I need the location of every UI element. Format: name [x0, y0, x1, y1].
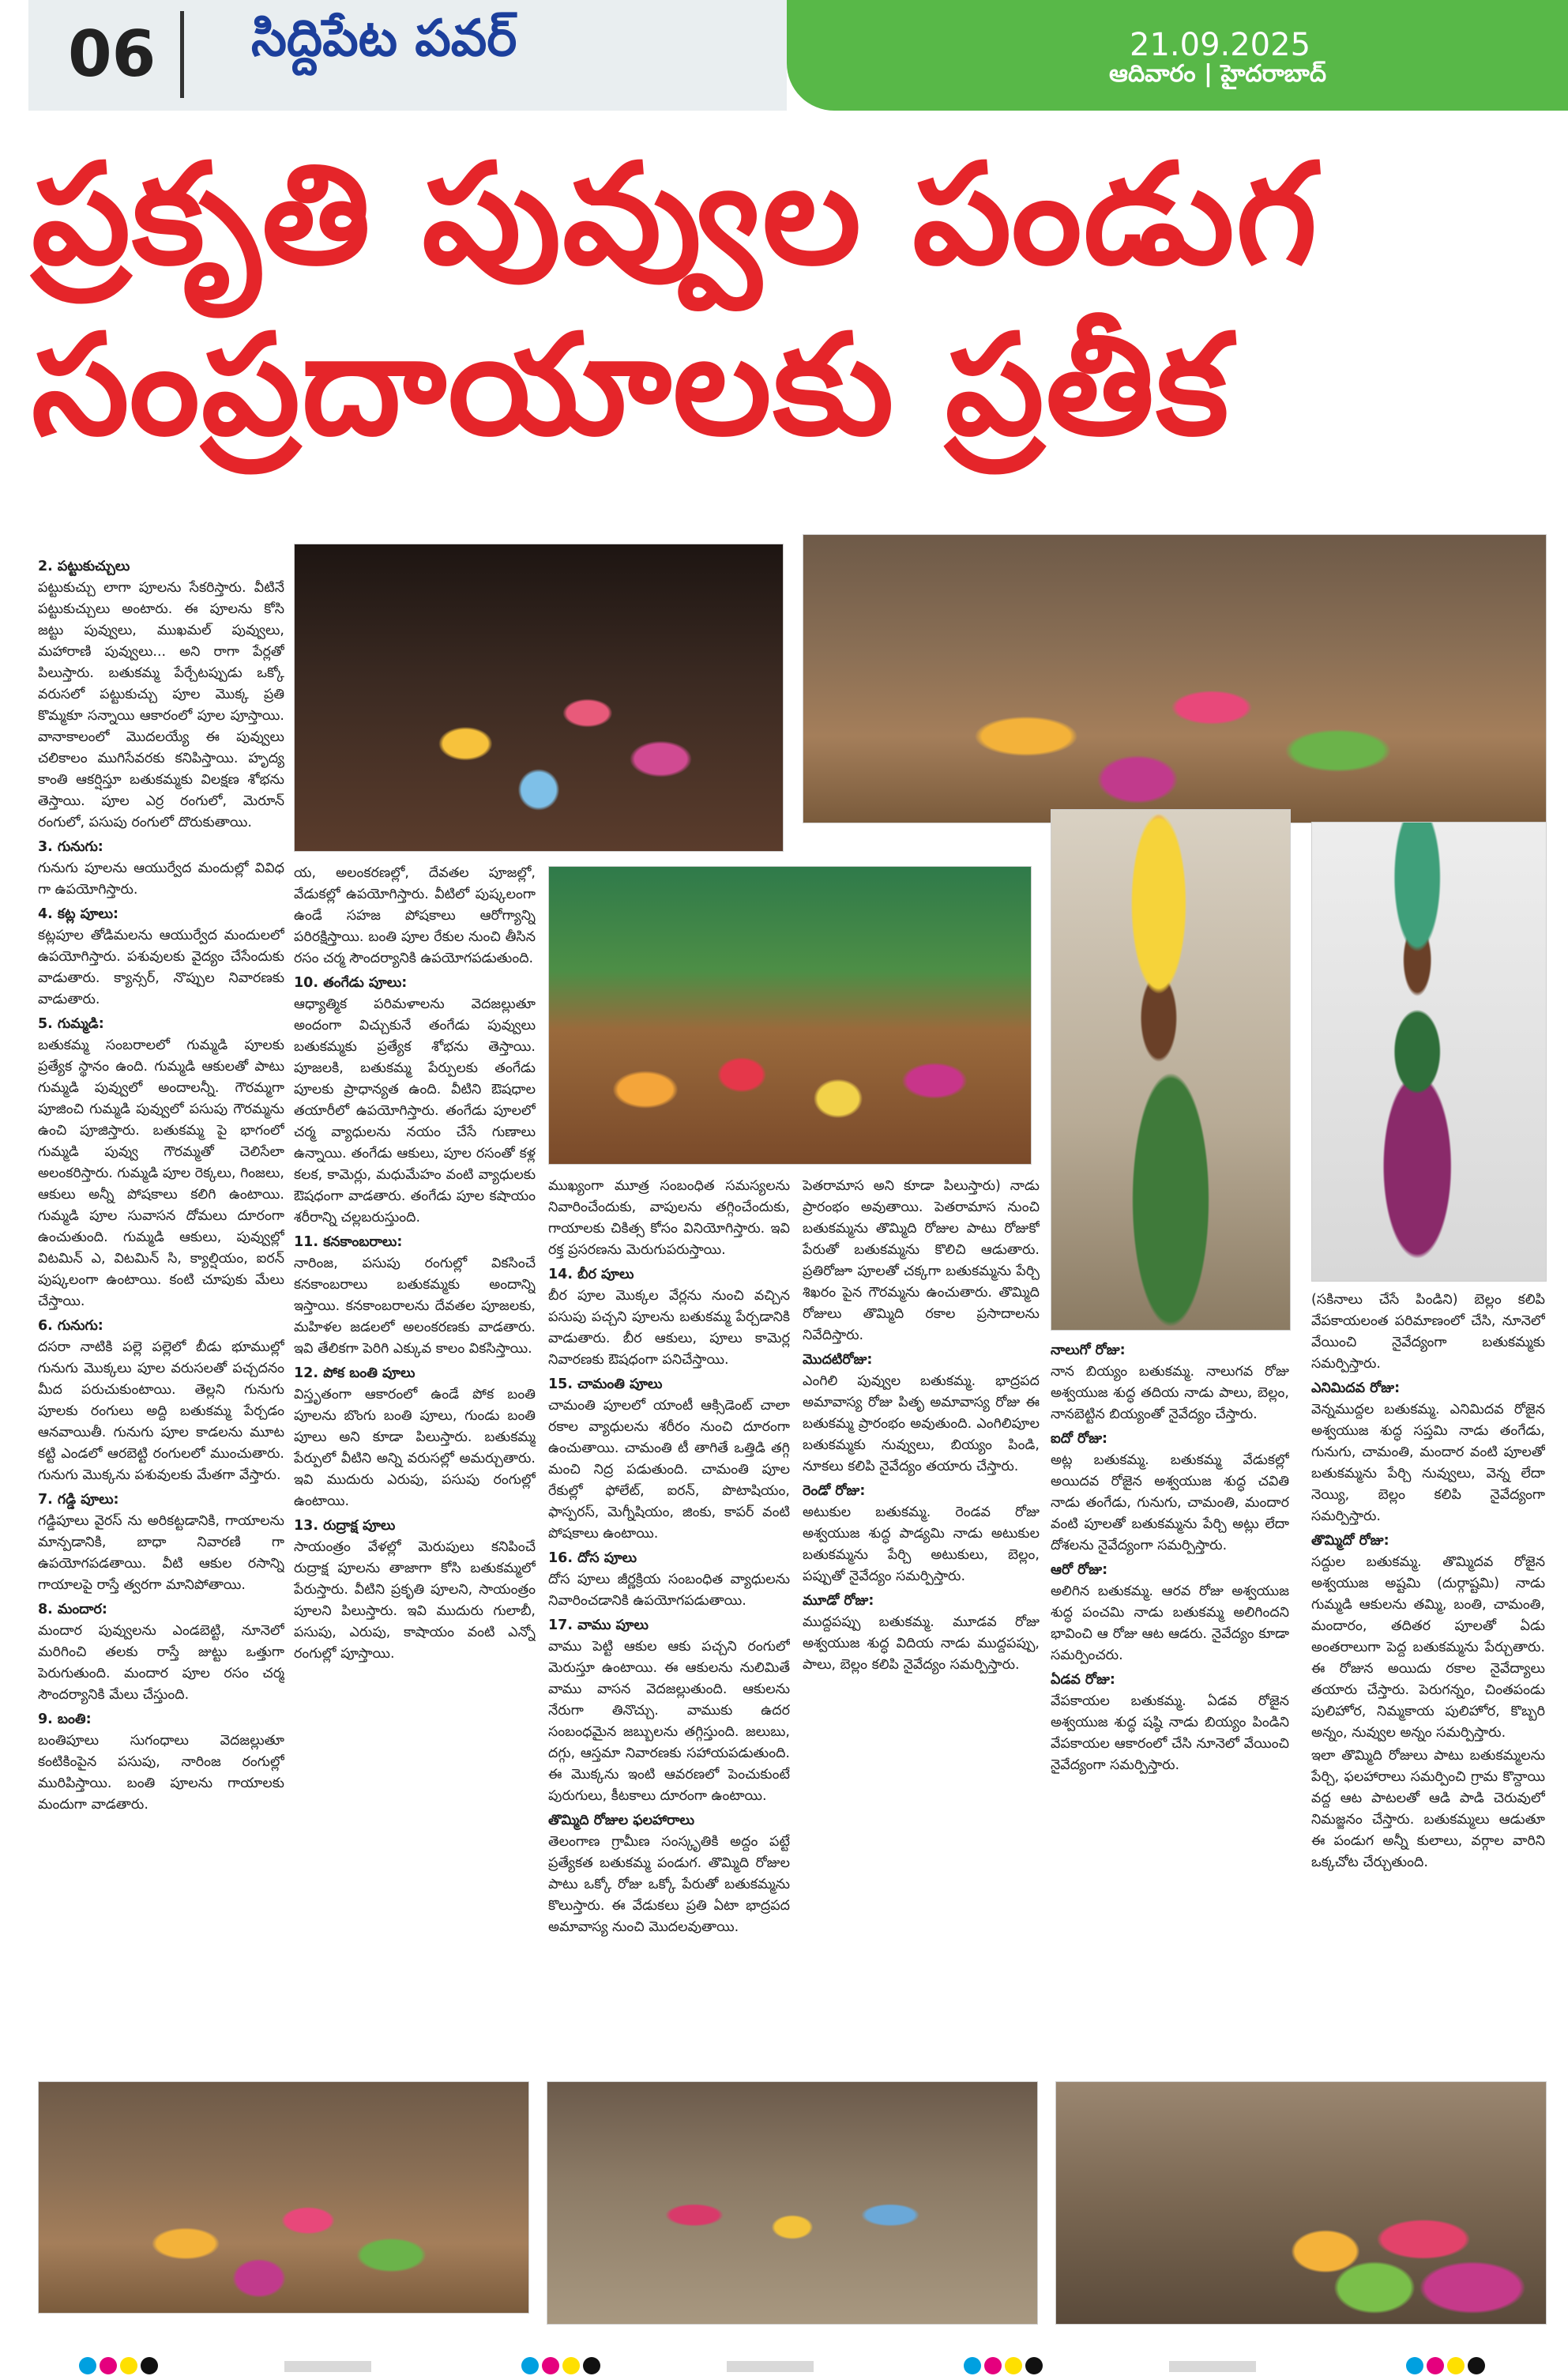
registration-dot: [984, 2357, 1002, 2374]
article-text: ఎంగిలి పువ్వుల బతుకమ్మ. భాద్రపద అమావాస్య రోజు పితృ అమావాస్య రోజు ఈ బతుకమ్మ ప్రారంభం అవుతుంది. ఎంగిలిపూల బతుకమ్మకు నువ్వులు, బియ్యం పిండి, నూకలు కలిపి నైవేద్యం తయారు చేస్తారు.: [803, 1373, 1040, 1474]
article-subheading: మొదటిరోజు:: [803, 1352, 873, 1368]
article-paragraph: [1311, 1531, 1545, 1744]
article-subheading: నాలుగో రోజు:: [1051, 1342, 1126, 1358]
article-paragraph: [294, 1232, 536, 1360]
article-subheading: 14. బీర పూలు: [548, 1267, 634, 1282]
article-subheading: 9. బంతి:: [38, 1711, 92, 1727]
article-text: నాన బియ్యం బతుకమ్మ. నాలుగవ రోజు అశ్వయుజ శుద్ధ తదియ నాడు పాలు, బెల్లం, నానబెట్టిన బియ్యంతో నైవేద్యం చేస్తారు.: [1051, 1364, 1289, 1422]
article-paragraph: [548, 1176, 790, 1261]
article-paragraph: [294, 863, 536, 970]
article-paragraph: [1051, 1670, 1289, 1776]
article-text: అటుకుల బతుకమ్మ. రెండవ రోజు అశ్వయుజ శుద్ధ పాడ్యమి నాడు అటుకుల బతుకమ్మను పేర్చి అటుకులు, బెల్లం, పప్పుతో నైవేద్యం సమర్పిస్తారు.: [803, 1504, 1040, 1584]
article-subheading: 5. గుమ్మడి:: [38, 1016, 104, 1032]
registration-dot: [120, 2357, 137, 2374]
article-text: పెతరామాస అని కూడా పిలుస్తారు) నాడు ప్రారంభం అవుతాయి. పెతరామాస నుంచి బతుకమ్మను తొమ్మిది రోజుల పాటు రోజుకో పేరుతో బతుకమ్మను కొలిచి ఆడుతారు. ప్రతిరోజూ పూలతో చక్కగా బతుకమ్మను పేర్చి శిఖరం పైన గౌరమ్మను ఉంచుతారు. తొమ్మిది రోజులు తొమ్మిది రకాల ప్రసాదాలను నివేదిస్తారు.: [803, 1178, 1040, 1343]
registration-dot: [141, 2357, 158, 2374]
article-paragraph: [294, 973, 536, 1229]
registration-dot: [542, 2357, 559, 2374]
article-text: తెలంగాణ గ్రామీణ సంస్కృతికి అద్దం పట్టే ప్రత్యేకత బతుకమ్మ పండుగ. తొమ్మిది రోజుల పాటు ఒక్కో రోజు ఒక్కో పేరుతో బతుకమ్మను కొలుస్తారు. ఈ వేడుకలు ప్రతి ఏటా భాద్రపద అమావాస్య నుంచి మొదలవుతాయి.: [548, 1834, 790, 1935]
article-text: ముఖ్యంగా మూత్ర సంబంధిత సమస్యలను నివారించేందుకు, వాపులను తగ్గించేందుకు, గాయాలకు చికిత్స కోసం వినియోగిస్తారు. ఇవి రక్త ప్రసరణను మెరుగుపరుస్తాయి.: [548, 1178, 790, 1258]
article-column-2: [294, 863, 536, 2078]
article-paragraph: [803, 1481, 1040, 1587]
article-text: నారింజ, పసుపు రంగుల్లో వికసించే కనకాంబరాలు బతుకమ్మకు అందాన్ని ఇస్తాయి. కనకాంబరాలను దేవతల పూజలకు, మహిళల జడలలో అలంకరణకు వాడతారు. ఇవి తేలికగా పెరిగి ఎక్కువ కాలం వికసిస్తాయి.: [294, 1256, 536, 1357]
article-paragraph: [294, 1516, 536, 1665]
article-text: ముద్దపప్పు బతుకమ్మ. మూడవ రోజు అశ్వయుజ శుద్ధ విదియ నాడు ముద్దపప్పు, పాలు, బెల్లం కలిపి నైవేద్యం సమర్పిస్తారు.: [803, 1614, 1040, 1673]
article-text: వాము పెట్టి ఆకుల ఆకు పచ్చని రంగులో మెరుస్తూ ఉంటాయి. ఈ ఆకులను నులిమితే వాము వాసన వెదజల్లుతుంది. ఆకులను నేరుగా తినొచ్చు. వాముకు ఉదర సంబంధమైన జబ్బులను తగ్గిస్తుంది. జలుబు, దగ్గు, ఆస్తమా నివారణకు సహాయపడుతుంది. ఈ మొక్కను ఇంటి ఆవరణలో పెంచుకుంటే పురుగులు, కీటకాలు దూరంగా ఉంటాయి.: [548, 1639, 790, 1804]
article-paragraph: [1051, 1429, 1289, 1557]
article-subheading: 13. రుద్రాక్ష పూలు: [294, 1518, 396, 1534]
article-column-1: [38, 553, 284, 2078]
article-text: కట్లపూల తోడిమలను ఆయుర్వేద మందులలో ఉపయోగిస్తారు. పశువులకు వైద్యం చేసేందుకు వాడుతారు. క్యాన్సర్, నొప్పుల నివారణకు వాడుతారు.: [38, 928, 284, 1007]
article-text: వేపకాయల బతుకమ్మ. ఏడవ రోజైన అశ్వయుజ శుద్ధ షష్ఠి నాడు బియ్యం పిండిని వేపకాయల ఆకారంలో చేసి నూనెలో వేయించి నైవేద్యంగా సమర్పిస్తారు.: [1051, 1693, 1289, 1773]
registration-swatch: [284, 2361, 371, 2372]
issue-day-place: ఆదివారం | హైదరాబాద్: [1109, 60, 1327, 88]
article-text: గడ్డిపూలు వైరస్ ను అరికట్టడానికి, గాయాలను మాన్పడానికి, బాధా నివారణి గా ఉపయోగపడతాయి. వీటి ఆకుల రసాన్ని గాయాలపై రాస్తే త్వరగా మానిపోతాయి.: [38, 1513, 284, 1593]
registration-dot: [1005, 2357, 1022, 2374]
article-subheading: 16. దోస పూలు: [548, 1550, 637, 1566]
article-paragraph: [1051, 1340, 1289, 1425]
article-paragraph: [803, 1176, 1040, 1346]
article-text: పట్టుకుచ్చు లాగా పూలను సేకరిస్తారు. వీటినే పట్టుకుచ్చులు అంటారు. ఈ పూలను కోసి జట్టు పువ్వులు, ముఖమల్ పువ్వులు, మహారాణి పువ్వులు... అని రాగా పేర్లతో పిలుస్తారు. బతుకమ్మ పేర్చేటప్పుడు ఒక్కో వరుసలో పట్టుకుచ్చు పూల మొక్క ప్రతి కొమ్మకూ సన్నాయి ఆకారంలో పూల పూస్తాయి. వానాకాలంలో మొదలయ్యే ఈ పువ్వులు చలికాలం ముగిసేవరకు కనిపిస్తాయి. హృద్య కాంతి ఆకర్షిస్తూ బతుకమ్మకు విలక్షణ శోభను తెస్తాయి. పూల ఎర్ర రంగులో, మెరూన్ రంగులో, పసుపు రంగులో దొరుకుతాయి.: [38, 580, 284, 830]
article-paragraph: [1311, 1745, 1545, 1873]
field-bathukamma-photo: [548, 866, 1032, 1165]
street-circle-photo: [38, 2081, 529, 2314]
article-subheading: ఎనిమిదవ రోజు:: [1311, 1380, 1401, 1396]
ground-circle-photo: [547, 2081, 1038, 2325]
article-text: విస్తృతంగా ఆకారంలో ఉండే పోక బంతి పూలను బొంగు బంతి పూలు, గుండు బంతి పూలు అని కూడా పిలుస్తారు. బతుకమ్మ పేర్పులో వీటిని అన్ని వరుసల్లో అమర్చుతారు. ఇవి ముదురు ఎరుపు, పసుపు రంగుల్లో ఉంటాయి.: [294, 1387, 536, 1509]
article-text: దసరా నాటికి పల్లె పల్లెలో బీడు భూముల్లో గునుగు మొక్కలు పూల వరుసలతో పచ్చదనం మీద పరుచుకుంటాయి. తెల్లని గునుగు పూలకు రంగులు అద్ది బతుకమ్మ పేర్చడం ఆనవాయితీ. గునుగు పూల కాడలను మూట కట్టి ఎండలో ఆరబెట్టి రంగులలో ముంచుతారు. గునుగు మొక్కను పశువులకు మేతగా వేస్తారు.: [38, 1339, 284, 1483]
article-paragraph: [38, 1599, 284, 1706]
article-paragraph: [548, 1264, 790, 1371]
article-text: బతుకమ్మ సంబరాలలో గుమ్మడి పూలకు ప్రత్యేక స్థానం ఉంది. గుమ్మడి ఆకులతో పాటు గుమ్మడి పువ్వులో అందాలన్నీ. గౌరమ్మగా పూజించి గుమ్మడి పువ్వులో పసుపు గౌరమ్మను ఉంచి పూజిస్తారు. బతుకమ్మ పై భాగంలో గుమ్మడి పువ్వు గౌరమ్మతో చెలిసేలా అలంకరిస్తారు. గుమ్మడి పూల రెక్కలు, గింజలు, ఆకులు అన్నీ పోషకాలు కలిగి ఉంటాయి. గుమ్మడి పూల సువాసన దోమలు దూరంగా ఉంచుతుంది. గుమ్మడి ఆకులు, పువ్వుల్లో విటమిన్ ఎ, విటమిన్ సి, క్యాల్షియం, ఐరన్ పుష్కలంగా ఉంటాయి. కంటి చూపుకు మేలు చేస్తాయి.: [38, 1037, 284, 1309]
article-text: అట్ల బతుకమ్మ. బతుకమ్మ వేడుకల్లో అయిదవ రోజైన అశ్వయుజ శుద్ధ చవితి నాడు తంగేడు, గునుగు, చామంతి, మందార వంటి పూలతో బతుకమ్మను పేర్చి అట్లు లేదా దోశలను నైవేద్యంగా సమర్పిస్తారు.: [1051, 1452, 1289, 1553]
article-text: బీర పూల మొక్కల వేర్లను నుంచి వచ్చిన పసుపు పచ్చని పూలను బతుకమ్మ పేర్చడానికి వాడుతారు. బీర ఆకులు, పూలు కామెర్ల నివారణకు ఔషధంగా పనిచేస్తాయి.: [548, 1288, 790, 1368]
article-paragraph: [38, 837, 284, 901]
article-text: య, అలంకరణల్లో, దేవతల పూజల్లో, వేడుకల్లో ఉపయోగిస్తారు. వీటిలో పుష్కలంగా ఉండే సహజ పోషకాలు ఆరోగ్యాన్ని పరిరక్షిస్తాయి. బంతి పూల రేకుల నుంచి తీసిన రసం చర్మ సౌందర్యానికి ఉపయోగపడుతుంది.: [294, 865, 536, 966]
bathukamma-pile-photo: [1055, 2081, 1547, 2325]
registration-dot: [521, 2357, 539, 2374]
registration-swatch: [1169, 2361, 1256, 2372]
article-column-6: [1311, 1290, 1545, 2078]
page-number: 06: [68, 17, 156, 91]
article-paragraph: [803, 1591, 1040, 1676]
article-text: దోస పూలు జీర్ణక్రియ సంబంధిత వ్యాధులను నివారించడానికి ఉపయోగపడుతాయి.: [548, 1572, 790, 1609]
article-text: చామంతి పూలలో యాంటీ ఆక్సిడెంట్ చాలా రకాల వ్యాధులను శరీరం నుంచి దూరంగా ఉంచుతాయి. చామంతి టీ తాగితే ఒత్తిడి తగ్గి మంచి నిద్ర పడుతుంది. చామంతి పూల రేకుల్లో ఫోలేట్, ఐరన్, పొటాషియం, ఫాస్పరస్, మెగ్నీషియం, జింకు, కాపర్ వంటి పోషకాలు ఉంటాయి.: [548, 1398, 790, 1542]
registration-dot: [1025, 2357, 1043, 2374]
article-text: సాయంత్రం వేళల్లో మెరుపులు కనిపించే రుద్రాక్ష పూలను తాజాగా కోసి బతుకమ్మలో పేరుస్తారు. వీటిని ప్రకృతి పూలని, సాయంత్రం పూలని పిలుస్తారు. ఇవి ముదురు గులాబీ, పసుపు, ఎరుపు, కాషాయం వంటి ఎన్నో రంగుల్లో పూస్తాయి.: [294, 1539, 536, 1662]
article-column-3: [548, 1176, 790, 2078]
registration-dot: [964, 2357, 981, 2374]
article-paragraph: [548, 1374, 790, 1545]
article-column-5: [1051, 1337, 1289, 2078]
article-text: బంతిపూలు సుగంధాలు వెదజల్లుతూ కంటికింపైన పసుపు, నారింజ రంగుల్లో మురిపిస్తాయి. బంతి పూలను గాయాలకు మందుగా వాడతారు.: [38, 1733, 284, 1813]
article-subheading: 17. వాము పూలు: [548, 1617, 649, 1633]
article-subheading: 2. పట్టుకుచ్చులు: [38, 559, 130, 574]
article-subheading: మూడో రోజు:: [803, 1593, 874, 1609]
article-text: సద్దుల బతుకమ్మ. తొమ్మిదవ రోజైన అశ్వయుజ అష్టమి (దుర్గాష్టమి) నాడు గుమ్మడి ఆకులను తమ్మి, బంతి, చామంతి, మందారం, తదితర పూలతో ఏడు అంతరాలుగా పెద్ద బతుకమ్మను పేర్చుతారు. ఈ రోజున అయిదు రకాల నైవేద్యాలు తయారు చేస్తారు. పెరుగన్నం, చింతపండు పులిహోర, నిమ్మకాయ పులిహోర, కొబ్బరి అన్నం, నువ్వుల అన్నం సమర్పిస్తారు.: [1311, 1554, 1545, 1741]
article-paragraph: [1311, 1378, 1545, 1527]
article-text: వెన్నముద్దల బతుకమ్మ. ఎనిమిదవ రోజైన అశ్వయుజ శుద్ధ సప్తమి నాడు తంగేడు, గునుగు, చామంతి, మందార వంటి పూలతో బతుకమ్మను పేర్చి నువ్వులు, వెన్న లేదా నెయ్యి, బెల్లం కలిపి నైవేద్యంగా సమర్పిస్తారు.: [1311, 1402, 1545, 1524]
article-subheading: 6. గునుగు:: [38, 1318, 103, 1334]
article-paragraph: [548, 1615, 790, 1807]
registration-dot: [79, 2357, 96, 2374]
article-subheading: ఐదో రోజు:: [1051, 1431, 1108, 1447]
article-text: గునుగు పూలను ఆయుర్వేద మందుల్లో వివిధ గా ఉపయోగిస్తారు.: [38, 860, 284, 898]
issue-date: 21.09.2025: [1130, 27, 1311, 63]
article-paragraph: [548, 1810, 790, 1938]
article-paragraph: [1311, 1290, 1545, 1375]
registration-dot: [100, 2357, 117, 2374]
article-column-4: [803, 1176, 1040, 2078]
registration-dot: [562, 2357, 580, 2374]
registration-dot: [583, 2357, 600, 2374]
article-subheading: 3. గునుగు:: [38, 839, 103, 855]
article-paragraph: [803, 1350, 1040, 1478]
article-subheading: 7. గడ్డి పూలు:: [38, 1492, 119, 1508]
article-subheading: 10. తంగేడు పూలు:: [294, 975, 408, 991]
article-subheading: 8. మందార:: [38, 1602, 107, 1617]
article-subheading: తొమ్మిదో రోజు:: [1311, 1533, 1389, 1549]
registration-dot: [1468, 2357, 1485, 2374]
article-text: (సకినాలు చేసే పిండిని) బెల్లం కలిపి వేపకాయలంత పరిమాణంలో చేసి, నూనెలో వేయించి నైవేద్యంగా బతుకమ్మకు సమర్పిస్తారు.: [1311, 1292, 1545, 1372]
page-number-divider: [180, 11, 184, 98]
article-subheading: ఆరో రోజు:: [1051, 1562, 1108, 1578]
article-subheading: 4. కట్ల పూలు:: [38, 906, 119, 922]
headline-line-1: ప్రకృతి పువ్వుల పండుగ: [32, 134, 1319, 296]
article-paragraph: [294, 1363, 536, 1512]
article-subheading: 15. చామంతి పూలు: [548, 1376, 663, 1392]
girl-carrying-bathukamma-photo: [1311, 822, 1547, 1282]
article-subheading: రెండో రోజు:: [803, 1483, 866, 1499]
registration-swatch: [727, 2361, 814, 2372]
article-paragraph: [38, 1489, 284, 1596]
article-paragraph: [38, 1709, 284, 1816]
section-title: సిద్దిపేట పవర్: [251, 9, 517, 68]
headline-line-2: సంప్రదాయాలకు ప్రతీక: [32, 304, 1231, 466]
registration-dot: [1427, 2357, 1444, 2374]
article-paragraph: [38, 1316, 284, 1486]
circle-dance-photo: [803, 534, 1547, 823]
headline: [32, 130, 1548, 471]
article-text: మందార పువ్వులను ఎండబెట్టి, నూనెలో మరిగించి తలకు రాస్తే జుట్టు ఒత్తుగా పెరుగుతుంది. మందార పూల రసం చర్మ సౌందర్యానికి మేలు చేస్తుంది.: [38, 1623, 284, 1703]
article-subheading: తొమ్మిది రోజుల ఫలహారాలు: [548, 1813, 694, 1828]
article-subheading: 12. పోక బంతి పూలు: [294, 1365, 416, 1381]
article-paragraph: [38, 556, 284, 834]
article-paragraph: [1051, 1560, 1289, 1666]
article-paragraph: [38, 904, 284, 1011]
registration-dot: [1406, 2357, 1423, 2374]
article-subheading: 11. కనకాంబరాలు:: [294, 1234, 403, 1250]
article-text: అలిగిన బతుకమ్మ. ఆరవ రోజు అశ్వయుజ శుద్ధ పంచమి నాడు బతుకమ్మ అలిగిందని భావించి ఆ రోజు ఆట ఆడరు. నైవేద్యం కూడా సమర్పించరు.: [1051, 1583, 1289, 1663]
article-text: ఇలా తొమ్మిది రోజులు పాటు బతుకమ్మలను పేర్చి, ఫలహారాలు సమర్పించి గ్రామ కొన్దాయి వద్ద ఆట పాటలతో ఆడి పాడి చెరువులో నిమజ్జనం చేస్తారు. బతుకమ్మలు ఆడుతూ ఈ పండుగ అన్నీ కులాలు, వర్గాల వారిని ఒక్కచోట చేర్చుతుంది.: [1311, 1748, 1545, 1870]
article-paragraph: [38, 1014, 284, 1312]
registration-dot: [1447, 2357, 1465, 2374]
woman-carrying-bathukamma-photo: [1051, 809, 1291, 1331]
article-subheading: ఏడవ రోజు:: [1051, 1672, 1115, 1688]
article-paragraph: [548, 1548, 790, 1612]
night-bathukamma-photo: [294, 544, 784, 852]
article-text: ఆధ్యాత్మిక పరిమళాలను వెదజల్లుతూ అందంగా విచ్చుకునే తంగేడు పువ్వులు బతుకమ్మకు ప్రత్యేక శోభను తెస్తాయి. పూజలకి, బతుకమ్మ పేర్పులకు తంగేడు పూలకు ప్రాధాన్యత ఉంది. వీటిని ఔషధాల తయారీలో ఉపయోగిస్తారు. తంగేడు పూలలో చర్మ వ్యాధులను నయం చేసే గుణాలు ఉన్నాయి. తంగేడు ఆకులు, పూల రసంతో కళ్ల కలక, కామెర్లు, మధుమేహం వంటి వ్యాధులకు ఔషధంగా వాడతారు. తంగేడు పూల కషాయం శరీరాన్ని చల్లబరుస్తుంది.: [294, 996, 536, 1226]
